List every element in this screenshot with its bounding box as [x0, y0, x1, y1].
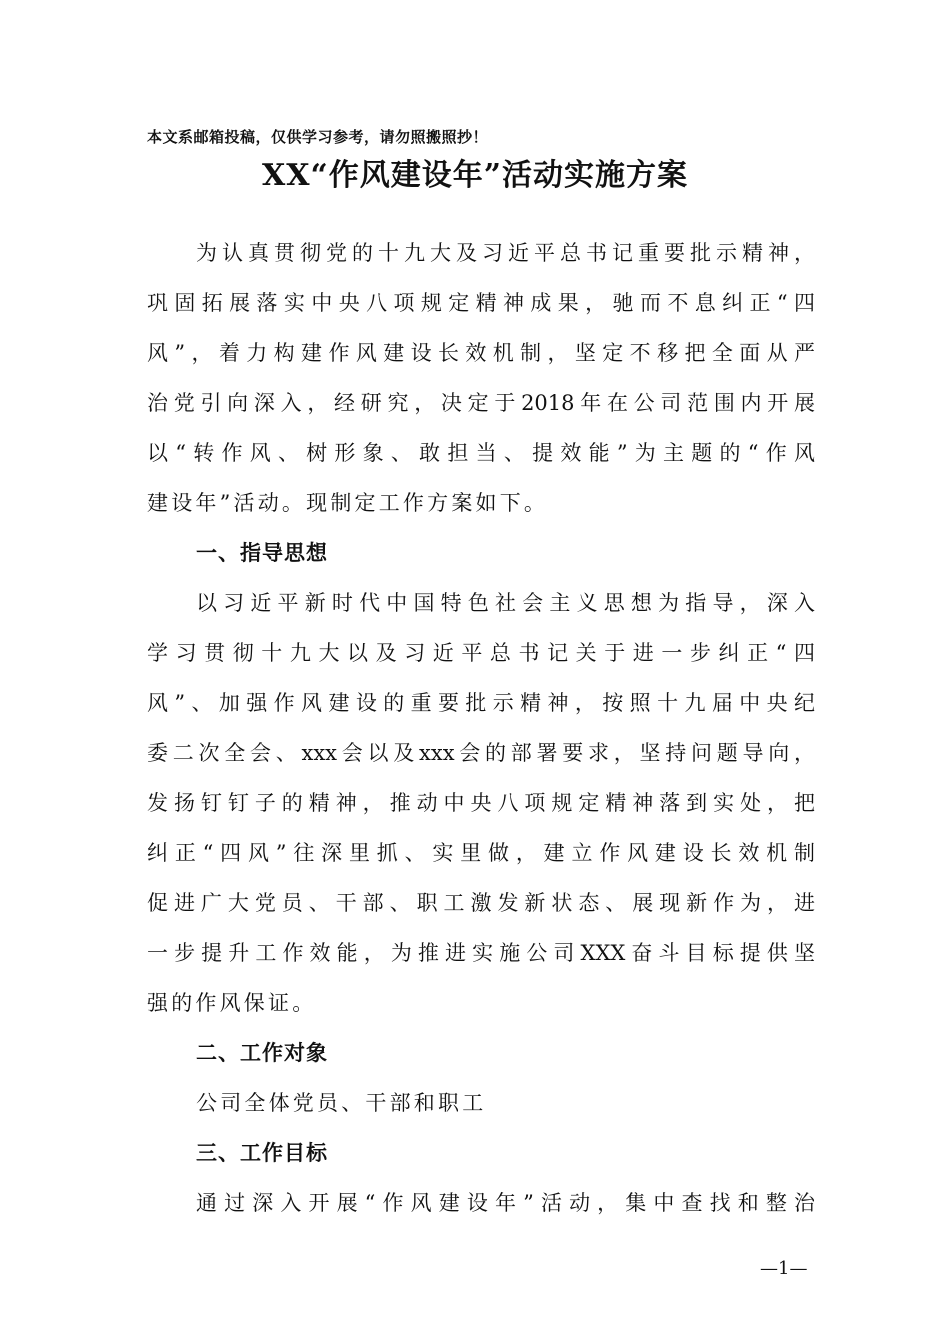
intro-line: 以“转作风、树形象、敢担当、提效能”为主题的“作风 [147, 441, 815, 465]
goal-line: 通过深入开展“作风建设年”活动，集中查找和整治 [196, 1191, 815, 1215]
guiding-line: 纠正“四风”往深里抓、实里做，建立作风建设长效机制 [147, 841, 815, 865]
notice-text: 本文系邮箱投稿，仅供学习参考，请勿照搬照抄！ [147, 128, 489, 146]
object-line: 公司全体党员、干部和职工 [196, 1091, 487, 1115]
guiding-line: 以习近平新时代中国特色社会主义思想为指导，深入 [196, 591, 815, 615]
document-title: XX“作风建设年”活动实施方案 [261, 158, 689, 193]
intro-line: 巩固拓展落实中央八项规定精神成果，驰而不息纠正“四 [147, 291, 815, 315]
guiding-line: 学习贯彻十九大以及习近平总书记关于进一步纠正“四 [147, 641, 815, 665]
document-body [147, 228, 815, 1228]
guiding-line: 促进广大党员、干部、职工激发新状态、展现新作为，进 [147, 891, 815, 915]
section-heading-guiding: 一、指导思想 [196, 541, 328, 565]
intro-line: 风”，着力构建作风建设长效机制，坚定不移把全面从严 [147, 341, 815, 365]
section-heading-goal: 三、工作目标 [196, 1141, 328, 1165]
guiding-line: 发扬钉钉子的精神，推动中央八项规定精神落到实处，把 [147, 791, 815, 815]
section-heading-object: 二、工作对象 [196, 1041, 328, 1065]
intro-line: 为认真贯彻党的十九大及习近平总书记重要批示精神， [196, 241, 815, 265]
guiding-line: 一步提升工作效能，为推进实施公司XXX奋斗目标提供坚 [147, 941, 815, 965]
intro-line: 治党引向深入，经研究，决定于2018年在公司范围内开展 [147, 391, 815, 415]
page-number: —1— [760, 1258, 808, 1279]
intro-line: 建设年”活动。现制定工作方案如下。 [147, 491, 549, 515]
guiding-line: 强的作风保证。 [147, 991, 317, 1015]
guiding-line: 风”、加强作风建设的重要批示精神，按照十九届中央纪 [147, 691, 815, 715]
guiding-line: 委二次全会、xxx会以及xxx会的部署要求，坚持问题导向， [147, 741, 815, 765]
